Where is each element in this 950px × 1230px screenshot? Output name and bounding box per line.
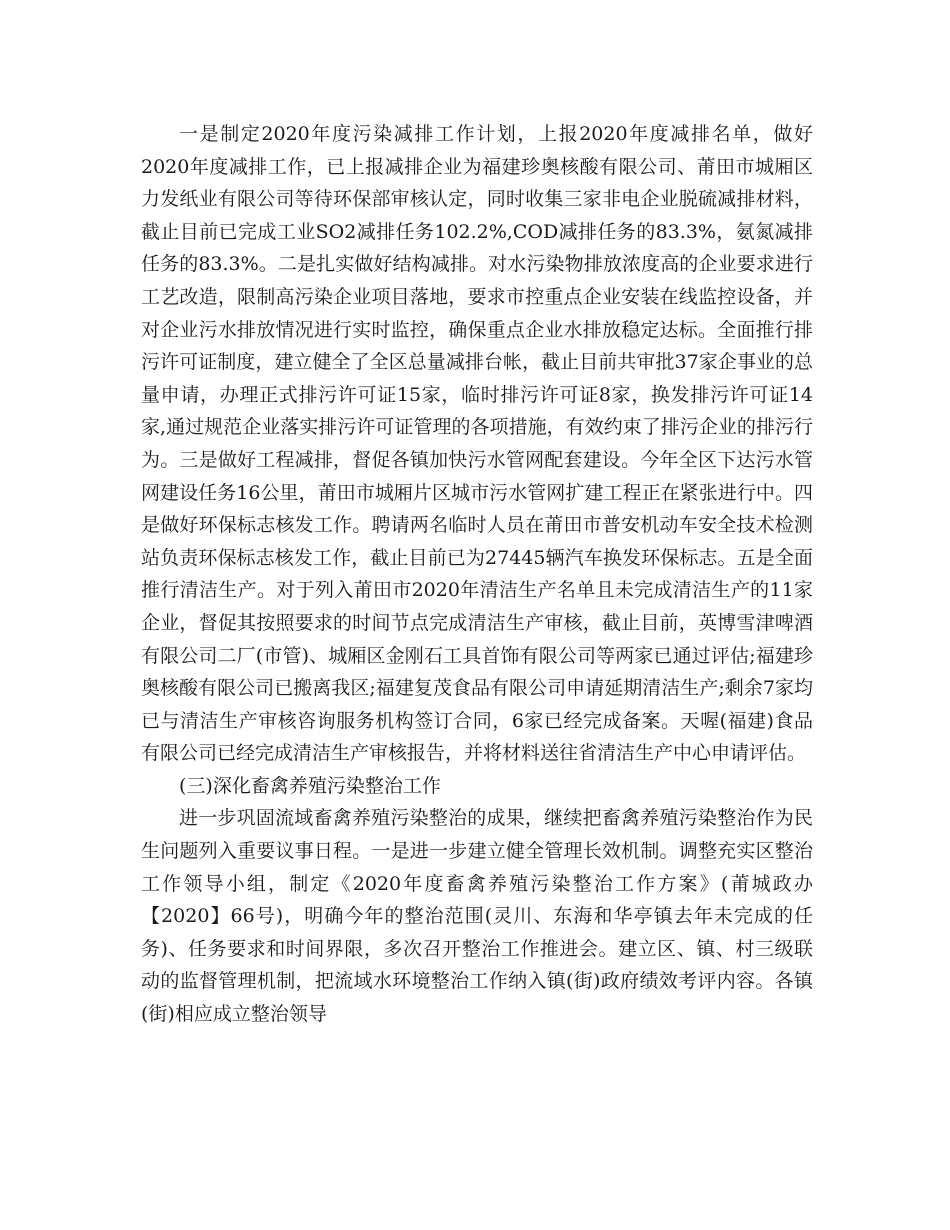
- document-page: [141, 118, 813, 1031]
- body-paragraph-emission-reduction: 一是制定2020年度污染减排工作计划，上报2020年度减排名单，做好2020年度减排工作，已上报减排企业为福建珍奥核酸有限公司、莆田市城厢区力发纸业有限公司等待环保部审核认定，同时收集三家非电企业脱硫减排材料，截止目前已完成工业SO2减排任务102.2%,COD减排任务的83.3%，氨氮减排任务的83.3%。二是扎实做好结构减排。对水污染物排放浓度高的企业要求进行工艺改造，限制高污染企业项目落地，要求市控重点企业安装在线监控设备，并对企业污水排放情况进行实时监控，确保重点企业水排放稳定达标。全面推行排污许可证制度，建立健全了全区总量减排台帐，截止目前共审批37家企事业的总量申请，办理正式排污许可证15家，临时排污许可证8家，换发排污许可证14家,通过规范企业落实排污许可证管理的各项措施，有效约束了排污企业的排污行为。三是做好工程减排，督促各镇加快污水管网配套建设。今年全区下达污水管网建设任务16公里，莆田市城厢片区城市污水管网扩建工程正在紧张进行中。四是做好环保标志核发工作。聘请两名临时人员在莆田市普安机动车安全技术检测站负责环保标志核发工作，截止目前已为27445辆汽车换发环保标志。五是全面推行清洁生产。对于列入莆田市2020年清洁生产名单且未完成清洁生产的11家企业，督促其按照要求的时间节点完成清洁生产审核，截止目前，英博雪津啤酒有限公司二厂(市管)、城厢区金刚石工具首饰有限公司等两家已通过评估;福建珍奥核酸有限公司已搬离我区;福建复茂食品有限公司申请延期清洁生产;剩余7家均已与清洁生产审核咨询服务机构签订合同，6家已经完成备案。天喔(福建)食品有限公司已经完成清洁生产审核报告，并将材料送往省清洁生产中心申请评估。: [141, 123, 813, 765]
- section-heading-livestock-pollution: (三)深化畜禽养殖污染整治工作: [179, 774, 441, 797]
- body-paragraph-livestock-pollution: 进一步巩固流域畜禽养殖污染整治的成果，继续把畜禽养殖污染整治作为民生问题列入重要议事日程。一是进一步建立健全管理长效机制。调整充实区整治工作领导小组，制定《2020年度畜禽养殖污染整治工作方案》(莆城政办【2020】66号)，明确今年的整治范围(灵川、东海和华亭镇去年未完成的任务)、任务要求和时间界限，多次召开整治工作推进会。建立区、镇、村三级联动的监督管理机制，把流域水环境整治工作纳入镇(街)政府绩效考评内容。各镇(街)相应成立整治领导: [141, 807, 813, 1026]
